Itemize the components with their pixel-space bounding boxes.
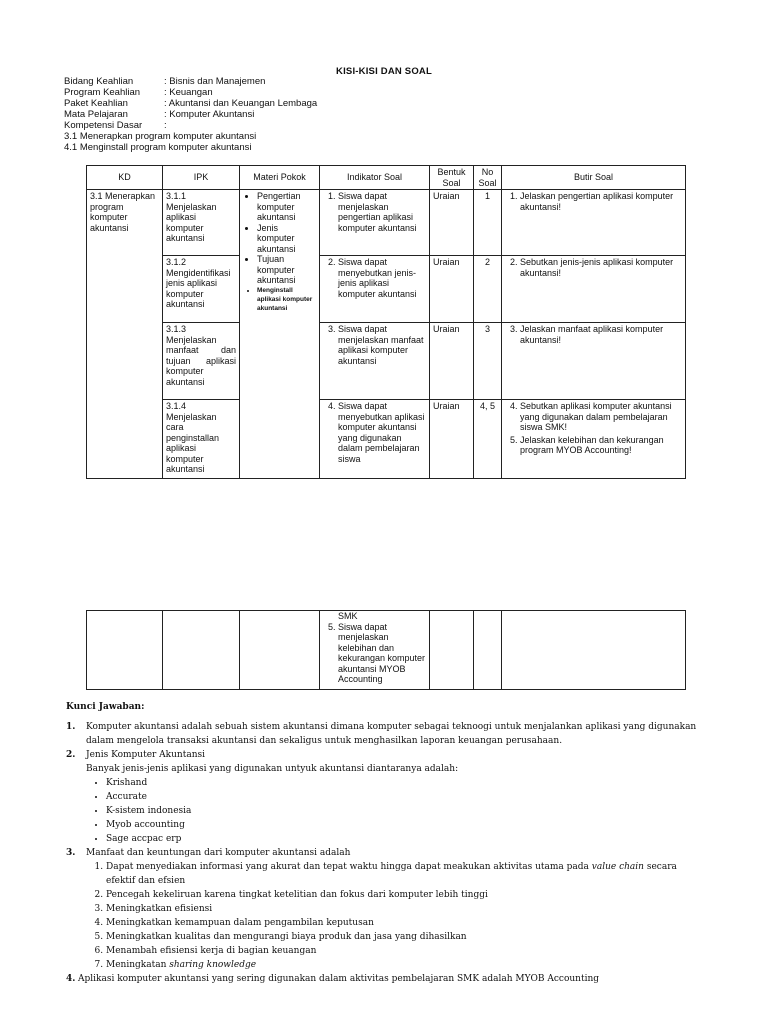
materi-cell (240, 190, 320, 479)
list-item: 5. Meningkatkan kualitas dan mengurangi biaya produk dan jasa yang dihasilkan (106, 930, 706, 944)
ipk-cell: 3.1.2 Mengidentifikasi jenis aplikasi komputer akuntansi (163, 256, 240, 323)
answer-3: 3. Manfaat dan keuntungan dari komputer akuntansi adalah (66, 848, 351, 858)
butir-item: 3. Jelaskan manfaat aplikasi komputer akuntansi! (520, 324, 682, 345)
no-cell: 1 (474, 190, 502, 256)
header-indikator: Indikator Soal (320, 166, 430, 190)
answer-3-list (66, 860, 706, 972)
indikator-item: 3. Siswa dapat menjelaskan manfaat aplikasi komputer akuntansi (338, 324, 426, 366)
butir-item: 2. Sebutkan jenis-jenis aplikasi komputer akuntansi! (520, 257, 682, 278)
list-item: 1. Dapat menyediakan informasi yang akurat dan tepat waktu hingga dapat meakukan aktivitas utama pada value chain secara efektif dan efsien (106, 860, 706, 888)
ipk-cell: 3.1.4 Menjelaskan cara penginstallan aplikasi komputer akuntansi (163, 400, 240, 479)
table-row (87, 323, 686, 400)
materi-item: • Jenis komputer akuntansi (257, 223, 316, 255)
bentuk-cell: Uraian (430, 190, 474, 256)
answer-2-list (66, 776, 706, 846)
list-item: • Myob accounting (106, 818, 706, 832)
list-item: 2. Pencegah kekeliruan karena tingkat ketelitian dan fokus dari komputer lebih tinggi (106, 888, 706, 902)
list-item: 4. Meningkatkan kemampuan dalam pengambilan keputusan (106, 916, 706, 930)
bentuk-cell: Uraian (430, 256, 474, 323)
materi-list (243, 191, 316, 313)
kisi-kisi-table-continued (86, 610, 686, 690)
list-item: 6. Menambah efisiensi kerja di bagian keuangan (106, 944, 706, 958)
indikator-item: 2. Siswa dapat menyebutkan jenis-jenis aplikasi komputer akuntansi (338, 257, 426, 299)
list-item: • Krishand (106, 776, 706, 790)
meta-paket: Paket Keahlian : Akuntansi dan Keuangan Lembaga (64, 98, 318, 109)
answer-2-intro: Banyak jenis-jenis aplikasi yang digunakan untyuk akuntansi diantaranya adalah: (86, 764, 459, 774)
no-cell: 3 (474, 323, 502, 400)
answer-number: 3. (66, 848, 76, 858)
kisi-kisi-table (86, 165, 686, 479)
answer-1: 1. Komputer akuntansi adalah sebuah sistem akuntansi dimana komputer sebagai teknoogi untuk menjalankan aplikasi yang digunakan dalam mengelola transaksi akuntansi dan sekaligus untuk menghasilkan laporan keuangan perusahaan. (66, 722, 697, 746)
kd-line-1: 3.1 Menerapkan program komputer akuntansi (64, 131, 257, 142)
answer-number: 4. (66, 974, 76, 984)
answer-key (66, 700, 706, 986)
answer-number: 2. (66, 750, 76, 760)
header-no: No Soal (474, 166, 502, 190)
butir-item: 4. Sebutkan aplikasi komputer akuntansi yang digunakan dalam pembelajaran siswa SMK! (520, 401, 682, 433)
no-cell: 2 (474, 256, 502, 323)
table-row (87, 190, 686, 256)
table-row (87, 256, 686, 323)
materi-item: • Tujuan komputer akuntansi (257, 254, 316, 286)
table-row (87, 400, 686, 479)
indikator-item: 1. Siswa dapat menjelaskan pengertian aplikasi komputer akuntansi (338, 191, 426, 233)
header-kd: KD (87, 166, 163, 190)
answer-number: 1. (66, 722, 76, 732)
bentuk-cell: Uraian (430, 400, 474, 479)
bentuk-cell: Uraian (430, 323, 474, 400)
header-butir: Butir Soal (502, 166, 686, 190)
butir-cell (502, 256, 686, 323)
answer-2: 2. Jenis Komputer Akuntansi (66, 750, 206, 760)
answer-heading: Kunci Jawaban: (66, 702, 145, 712)
meta-kompetensi: Kompetensi Dasar : (64, 120, 167, 131)
indikator-cell (320, 256, 430, 323)
kd-cell: 3.1 Menerapkan program komputer akuntansi (87, 190, 163, 479)
ipk-cell: 3.1.3 Menjelaskan manfaat dan tujuan aplikasi komputer akuntansi (163, 323, 240, 400)
butir-cell (502, 323, 686, 400)
indikator-continued-text: SMK (338, 611, 358, 621)
indikator-item: 4. Siswa dapat menyebutkan aplikasi komputer akuntansi yang digunakan dalam pembelajaran siswa (338, 401, 426, 464)
materi-item: • Pengertian komputer akuntansi (257, 191, 316, 223)
indikator-cell (320, 400, 430, 479)
indikator-cell (320, 611, 430, 690)
indikator-item: 5. Siswa dapat menjelaskan kelebihan dan kekurangan komputer akuntansi MYOB Accounting (338, 622, 426, 685)
indikator-cell (320, 323, 430, 400)
ipk-cell: 3.1.1 Menjelaskan aplikasi komputer akuntansi (163, 190, 240, 256)
table-row (87, 611, 686, 690)
meta-block (64, 76, 317, 153)
header-materi: Materi Pokok (240, 166, 320, 190)
materi-item: • Menginstall aplikasi komputer akuntansi (257, 286, 316, 313)
no-cell: 4, 5 (474, 400, 502, 479)
butir-item: 5. Jelaskan kelebihan dan kekurangan program MYOB Accounting! (520, 435, 682, 456)
meta-mapel: Mata Pelajaran : Komputer Akuntansi (64, 109, 255, 120)
list-item: 3. Meningkatkan efisiensi (106, 902, 706, 916)
header-ipk: IPK (163, 166, 240, 190)
butir-item: 1. Jelaskan pengertian aplikasi komputer akuntansi! (520, 191, 682, 212)
table-header-row (87, 166, 686, 190)
document-title: KISI-KISI DAN SOAL (336, 66, 432, 77)
butir-cell (502, 400, 686, 479)
answer-4: 4. Aplikasi komputer akuntansi yang sering digunakan dalam aktivitas pembelajaran SMK adalah MYOB Accounting (66, 974, 600, 984)
list-item: • Accurate (106, 790, 706, 804)
list-item: • K-sistem indonesia (106, 804, 706, 818)
header-bentuk: Bentuk Soal (430, 166, 474, 190)
list-item: • Sage accpac erp (106, 832, 706, 846)
list-item: 7. Meningkatan sharing knowledge (106, 958, 706, 972)
meta-bidang: Bidang Keahlian : Bisnis dan Manajemen (64, 76, 266, 87)
indikator-cell (320, 190, 430, 256)
butir-cell (502, 190, 686, 256)
kd-line-2: 4.1 Menginstall program komputer akuntansi (64, 142, 252, 153)
meta-program: Program Keahlian : Keuangan (64, 87, 213, 98)
